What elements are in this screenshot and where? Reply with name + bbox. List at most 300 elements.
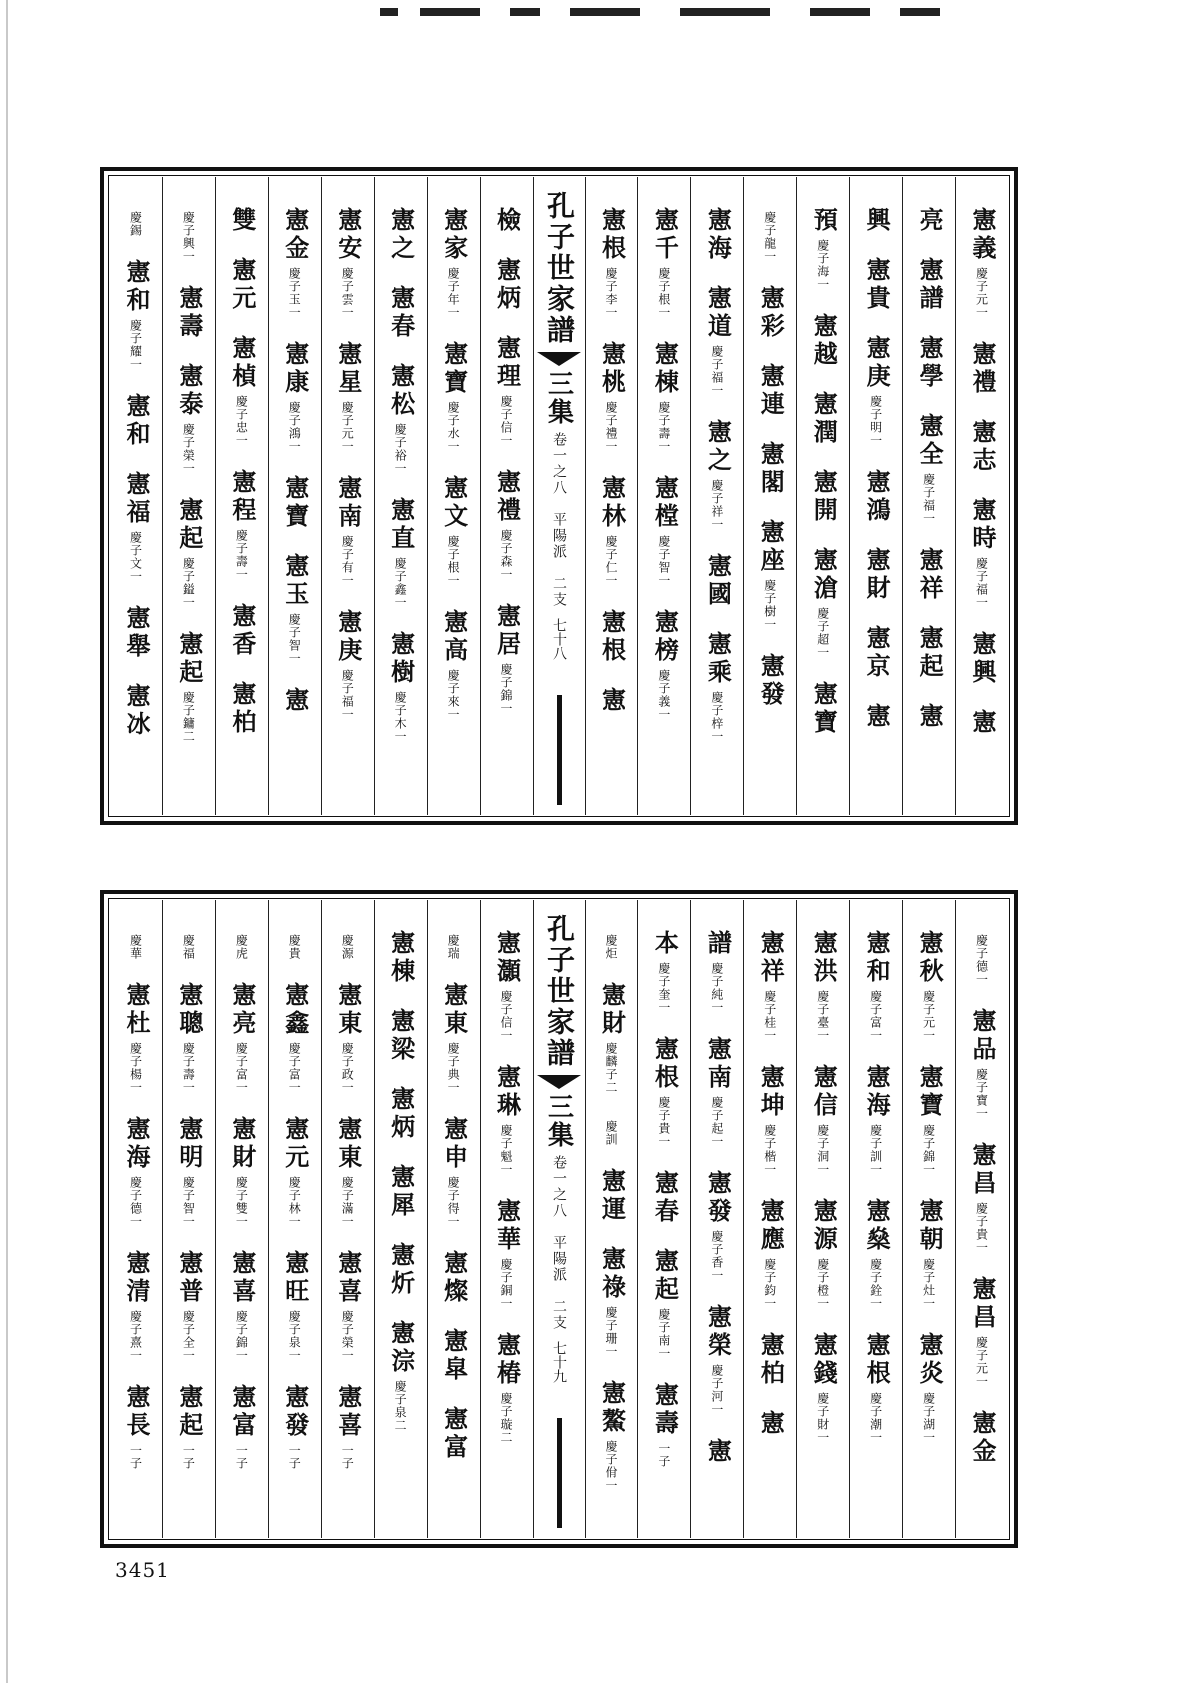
parent-note: 慶子香一 [709, 1230, 724, 1282]
person-entry [280, 1116, 310, 1228]
person-entry [862, 469, 892, 525]
person-entry [492, 469, 522, 581]
person-entry [386, 1320, 416, 1432]
person-entry [862, 1064, 892, 1176]
person-name: 憲高 [439, 609, 469, 665]
person-entry [597, 982, 627, 1094]
person-name: 憲喜 [333, 1250, 363, 1306]
genealogy-column [796, 900, 849, 1538]
person-name: 憲柏 [227, 681, 257, 737]
parent-note: 慶子鈞一 [762, 1258, 777, 1310]
parent-note: 慶子興一 [181, 211, 196, 263]
person-entry [756, 1332, 786, 1388]
person-entry [121, 393, 151, 449]
person-name: 憲開 [809, 469, 839, 525]
person-entry [862, 207, 892, 235]
parent-note: 慶子智一 [656, 535, 671, 587]
parent-note: 慶子政一 [340, 1042, 355, 1094]
person-entry [968, 631, 998, 687]
person-entry [386, 1008, 416, 1064]
genealogy-column [690, 177, 743, 815]
fish-tail-mark [537, 352, 581, 366]
person-name: 憲和 [862, 930, 892, 986]
parent-note: 慶子禮一 [603, 401, 618, 453]
person-name: 憲長 [121, 1384, 151, 1440]
volume-label: 卷一之八 平陽派 二支 [551, 1155, 567, 1331]
parent-note: 一子 [181, 1444, 196, 1470]
person-name: 憲杜 [121, 982, 151, 1038]
person-entry [121, 605, 151, 661]
person-entry [809, 930, 839, 1042]
person-name: 憲松 [386, 363, 416, 419]
person-entry [809, 547, 839, 659]
person-name: 憲申 [439, 1116, 469, 1172]
person-entry [756, 285, 786, 341]
person-name: 憲壽 [174, 285, 204, 341]
person-name: 憲炎 [915, 1332, 945, 1388]
person-name: 憲寶 [915, 1064, 945, 1120]
person-entry [492, 1064, 522, 1176]
person-name: 憲寶 [809, 681, 839, 737]
person-entry [333, 475, 363, 587]
person-name: 憲棟 [386, 930, 416, 986]
person-entry [439, 1328, 469, 1384]
person-name: 憲樹 [386, 631, 416, 687]
person-entry [915, 1198, 945, 1310]
person-entry [121, 1250, 151, 1362]
person-entry [492, 1332, 522, 1444]
person-name: 憲春 [386, 285, 416, 341]
person-entry [862, 547, 892, 603]
person-entry [439, 1116, 469, 1228]
person-name: 憲財 [862, 547, 892, 603]
person-entry [333, 609, 363, 721]
parent-note: 慶子信一 [499, 990, 514, 1042]
person-entry [756, 1064, 786, 1176]
parent-note: 慶子臺一 [815, 990, 830, 1042]
person-entry [174, 497, 204, 609]
person-entry [650, 1248, 680, 1360]
parent-note: 慶子全一 [181, 1310, 196, 1362]
parent-note: 慶子壽一 [656, 401, 671, 453]
parent-note: 慶子潮一 [868, 1392, 883, 1444]
person-entry [445, 930, 462, 960]
person-name: 憲根 [597, 609, 627, 665]
person-entry [756, 519, 786, 631]
person-entry [597, 1246, 627, 1358]
person-name: 憲貴 [862, 257, 892, 313]
parent-note: 慶子錦一 [499, 663, 514, 715]
person-name: 憲祿 [597, 1246, 627, 1302]
person-name: 檢 [492, 207, 522, 235]
person-entry [386, 363, 416, 475]
person-name: 憲起 [650, 1248, 680, 1304]
person-name: 憲梁 [386, 1008, 416, 1064]
person-name: 憲富 [439, 1406, 469, 1462]
person-entry [703, 1438, 733, 1466]
parent-note: 慶子林一 [287, 1176, 302, 1228]
person-name: 憲和 [121, 393, 151, 449]
person-entry [386, 1242, 416, 1298]
person-entry [386, 631, 416, 743]
parent-note: 慶子泉二 [393, 1380, 408, 1432]
person-entry [968, 1142, 998, 1254]
person-entry [603, 930, 620, 960]
parent-note: 慶子元一 [340, 401, 355, 453]
parent-note: 慶子財一 [815, 1392, 830, 1444]
parent-note: 慶子訓一 [868, 1124, 883, 1176]
person-entry [439, 609, 469, 721]
genealogy-column [321, 177, 374, 815]
person-name: 憲朝 [915, 1198, 945, 1254]
person-entry [174, 285, 204, 341]
person-entry [333, 982, 363, 1094]
center-spine [533, 900, 585, 1538]
person-entry [386, 1164, 416, 1220]
parent-note: 慶子泉一 [287, 1310, 302, 1362]
person-entry [174, 631, 204, 743]
parent-note: 慶子富一 [287, 1042, 302, 1094]
folio-number: 七十八 [551, 618, 567, 660]
genealogy-column [585, 900, 638, 1538]
person-name: 憲東 [333, 982, 363, 1038]
person-name: 憲金 [280, 207, 310, 263]
parent-note: 慶子壽一 [181, 1042, 196, 1094]
person-name: 憲道 [703, 285, 733, 341]
person-name: 憲棟 [650, 341, 680, 397]
parent-note: 慶子元一 [974, 267, 989, 319]
person-entry [227, 469, 257, 581]
genealogy-column [585, 177, 638, 815]
parent-note: 慶子智一 [181, 1176, 196, 1228]
person-entry [180, 207, 197, 263]
person-entry [127, 930, 144, 960]
person-entry [386, 497, 416, 609]
person-entry [862, 930, 892, 1042]
parent-note: 慶子奎一 [656, 962, 671, 1014]
collection-label: 三集 [543, 1093, 574, 1149]
person-name: 憲乘 [703, 631, 733, 687]
person-name: 憲起 [174, 631, 204, 687]
person-name: 憲星 [333, 341, 363, 397]
person-name: 憲東 [333, 1116, 363, 1172]
person-name: 憲柏 [756, 1332, 786, 1388]
parent-note: 慶子起一 [709, 1096, 724, 1148]
person-name: 憲財 [227, 1116, 257, 1172]
person-entry [121, 683, 151, 739]
parent-note: 慶子寶一 [974, 1068, 989, 1120]
parent-note: 慶子元一 [921, 990, 936, 1042]
person-name: 憲信 [809, 1064, 839, 1120]
person-name: 憲坤 [756, 1064, 786, 1120]
person-entry [227, 1384, 257, 1470]
genealogy-column [796, 177, 849, 815]
parent-note: 慶子仁一 [603, 535, 618, 587]
person-name: 譜 [703, 930, 733, 958]
parent-note: 慶子智一 [287, 613, 302, 665]
person-name: 憲灝 [492, 930, 522, 986]
person-entry [650, 1036, 680, 1148]
parent-note: 慶子得一 [446, 1176, 461, 1228]
person-entry [180, 930, 197, 960]
genealogy-column [268, 177, 321, 815]
person-entry [650, 475, 680, 587]
parent-note: 慶子明一 [868, 395, 883, 447]
person-name: 憲品 [968, 1008, 998, 1064]
parent-note: 慶子裕一 [393, 423, 408, 475]
person-name: 憲安 [333, 207, 363, 263]
genealogy-column [374, 177, 427, 815]
center-spine [533, 177, 585, 815]
parent-note: 慶子洞一 [815, 1124, 830, 1176]
person-entry [650, 207, 680, 319]
person-entry [915, 625, 945, 681]
spine-bar [557, 695, 562, 805]
person-name: 憲寶 [280, 475, 310, 531]
person-entry [227, 982, 257, 1094]
parent-note: 慶福 [181, 934, 196, 960]
person-entry [968, 1410, 998, 1466]
person-name: 憲舉 [121, 605, 151, 661]
parent-note: 慶子年一 [446, 267, 461, 319]
parent-note: 慶子海一 [815, 239, 830, 291]
person-name: 憲淙 [386, 1320, 416, 1376]
person-entry [333, 207, 363, 319]
parent-note: 慶瑞 [446, 934, 461, 960]
person-entry [862, 1332, 892, 1444]
person-name: 憲錢 [809, 1332, 839, 1388]
person-entry [439, 1406, 469, 1462]
parent-note: 慶子壽一 [234, 529, 249, 581]
person-entry [339, 930, 356, 960]
genealogy-column [480, 177, 533, 815]
person-entry [280, 341, 310, 453]
volume-label: 卷一之八 平陽派 二支 [551, 432, 567, 608]
person-name: 憲和 [121, 259, 151, 315]
person-entry [756, 441, 786, 497]
genealogy-column [427, 177, 480, 815]
panel-grid [110, 177, 1008, 815]
book-title: 孔子世家譜 [543, 914, 576, 1069]
parent-note: 慶子湖一 [921, 1392, 936, 1444]
book-title: 孔子世家譜 [543, 191, 576, 346]
person-name: 憲桃 [597, 341, 627, 397]
person-entry [968, 1008, 998, 1120]
person-entry [386, 285, 416, 341]
person-name: 憲直 [386, 497, 416, 553]
parent-note: 一子 [234, 1444, 249, 1470]
person-entry [227, 257, 257, 313]
person-entry [703, 419, 733, 531]
person-entry [286, 930, 303, 960]
parent-note: 慶子水一 [446, 401, 461, 453]
person-name: 憲炳 [492, 257, 522, 313]
parent-note: 慶子福一 [709, 345, 724, 397]
person-name: 憲南 [703, 1036, 733, 1092]
person-entry [439, 207, 469, 319]
parent-note: 慶子魁一 [499, 1124, 514, 1176]
person-entry [756, 653, 786, 709]
parent-note: 慶炬 [603, 934, 618, 960]
person-name: 憲志 [968, 419, 998, 475]
person-name: 憲 [915, 703, 945, 731]
person-name: 憲炘 [386, 1242, 416, 1298]
person-entry [650, 1170, 680, 1226]
person-name: 興 [862, 207, 892, 235]
person-entry [280, 1250, 310, 1362]
parent-note: 慶子鴻一 [287, 401, 302, 453]
person-entry [915, 1064, 945, 1176]
person-name: 憲理 [492, 335, 522, 391]
parent-note: 慶子橙一 [815, 1258, 830, 1310]
person-name: 預 [809, 207, 839, 235]
parent-note: 慶子福一 [921, 473, 936, 525]
genealogy-panel-top [100, 167, 1018, 825]
person-entry [915, 703, 945, 731]
parent-note: 慶麟子二 [603, 1042, 618, 1094]
person-entry [227, 603, 257, 659]
person-entry [492, 207, 522, 235]
person-entry [280, 1384, 310, 1470]
person-name: 本 [650, 930, 680, 958]
person-entry [915, 335, 945, 391]
genealogy-column [637, 177, 690, 815]
person-entry [280, 475, 310, 531]
person-entry [809, 681, 839, 737]
parent-note: 慶子富一 [234, 1042, 249, 1094]
parent-note: 慶子榮一 [181, 423, 196, 475]
person-name: 憲京 [862, 625, 892, 681]
person-entry [227, 335, 257, 447]
person-entry [974, 930, 991, 986]
person-entry [227, 681, 257, 737]
person-name: 憲起 [915, 625, 945, 681]
person-name: 憲譜 [915, 257, 945, 313]
person-entry [439, 475, 469, 587]
person-name: 憲春 [650, 1170, 680, 1226]
person-name: 憲 [862, 703, 892, 731]
person-entry [862, 257, 892, 313]
person-entry [597, 1380, 627, 1492]
person-name: 憲康 [280, 341, 310, 397]
person-name: 憲義 [968, 207, 998, 263]
person-entry [127, 207, 144, 237]
parent-note: 慶子佾一 [603, 1440, 618, 1492]
person-entry [492, 603, 522, 715]
person-name: 憲鰲 [597, 1380, 627, 1436]
person-name: 憲琳 [492, 1064, 522, 1120]
person-name: 憲祥 [915, 547, 945, 603]
genealogy-column [110, 177, 162, 815]
person-entry [174, 1116, 204, 1228]
person-name: 憲昌 [968, 1276, 998, 1332]
parent-note: 慶子南一 [656, 1308, 671, 1360]
parent-note: 慶子貴一 [656, 1096, 671, 1148]
person-entry [862, 335, 892, 447]
person-entry [703, 207, 733, 263]
person-name: 憲皐 [439, 1328, 469, 1384]
parent-note: 慶華 [128, 934, 143, 960]
person-entry [809, 207, 839, 291]
person-entry [862, 1198, 892, 1310]
person-name: 憲香 [227, 603, 257, 659]
person-entry [703, 930, 733, 1014]
person-name: 憲 [968, 709, 998, 737]
person-entry [492, 930, 522, 1042]
parent-note: 慶子超一 [815, 607, 830, 659]
person-entry [809, 1332, 839, 1444]
parent-note: 慶子富一 [868, 990, 883, 1042]
person-entry [121, 1384, 151, 1470]
person-name: 憲家 [439, 207, 469, 263]
person-entry [809, 1198, 839, 1310]
parent-note: 慶子福一 [340, 669, 355, 721]
parent-note: 慶子福一 [974, 557, 989, 609]
genealogy-column [902, 177, 955, 815]
person-name: 憲文 [439, 475, 469, 531]
parent-note: 慶子榮一 [340, 1310, 355, 1362]
parent-note: 慶子河一 [709, 1364, 724, 1416]
parent-note: 慶子德一 [128, 1176, 143, 1228]
person-name: 憲根 [862, 1332, 892, 1388]
person-entry [386, 930, 416, 986]
person-name: 憲海 [703, 207, 733, 263]
parent-note: 慶子桂一 [762, 990, 777, 1042]
spine-bar [557, 1418, 562, 1528]
parent-note: 慶子文一 [128, 531, 143, 583]
genealogy-panel-bottom [100, 890, 1018, 1548]
person-name: 憲榜 [650, 609, 680, 665]
person-entry [968, 341, 998, 397]
person-entry [492, 335, 522, 447]
person-name: 憲洪 [809, 930, 839, 986]
person-name: 憲發 [756, 653, 786, 709]
person-name: 憲喜 [227, 1250, 257, 1306]
person-entry [703, 1036, 733, 1148]
person-name: 憲程 [227, 469, 257, 525]
person-name: 憲國 [703, 553, 733, 609]
person-entry [439, 1250, 469, 1306]
person-entry [333, 1384, 363, 1470]
person-name: 憲起 [174, 1384, 204, 1440]
person-name: 憲根 [650, 1036, 680, 1092]
person-name: 憲亮 [227, 982, 257, 1038]
parent-note: 慶子木一 [393, 691, 408, 743]
person-entry [280, 687, 310, 715]
person-name: 憲發 [280, 1384, 310, 1440]
person-entry [386, 1086, 416, 1142]
genealogy-column [690, 900, 743, 1538]
person-name: 憲全 [915, 413, 945, 469]
person-entry [703, 285, 733, 397]
parent-note: 慶子李一 [603, 267, 618, 319]
parent-note: 慶子銅一 [499, 1258, 514, 1310]
person-name: 憲樘 [650, 475, 680, 531]
person-entry [439, 341, 469, 453]
person-entry [915, 1332, 945, 1444]
person-name: 憲越 [809, 313, 839, 369]
scan-edge [6, 0, 8, 1683]
person-entry [809, 1064, 839, 1176]
person-name: 憲祥 [756, 930, 786, 986]
person-name: 憲燦 [439, 1250, 469, 1306]
person-name: 憲玉 [280, 553, 310, 609]
genealogy-column [215, 900, 268, 1538]
person-entry [227, 1250, 257, 1362]
person-entry [915, 930, 945, 1042]
person-name: 憲東 [439, 982, 469, 1038]
person-entry [174, 982, 204, 1094]
